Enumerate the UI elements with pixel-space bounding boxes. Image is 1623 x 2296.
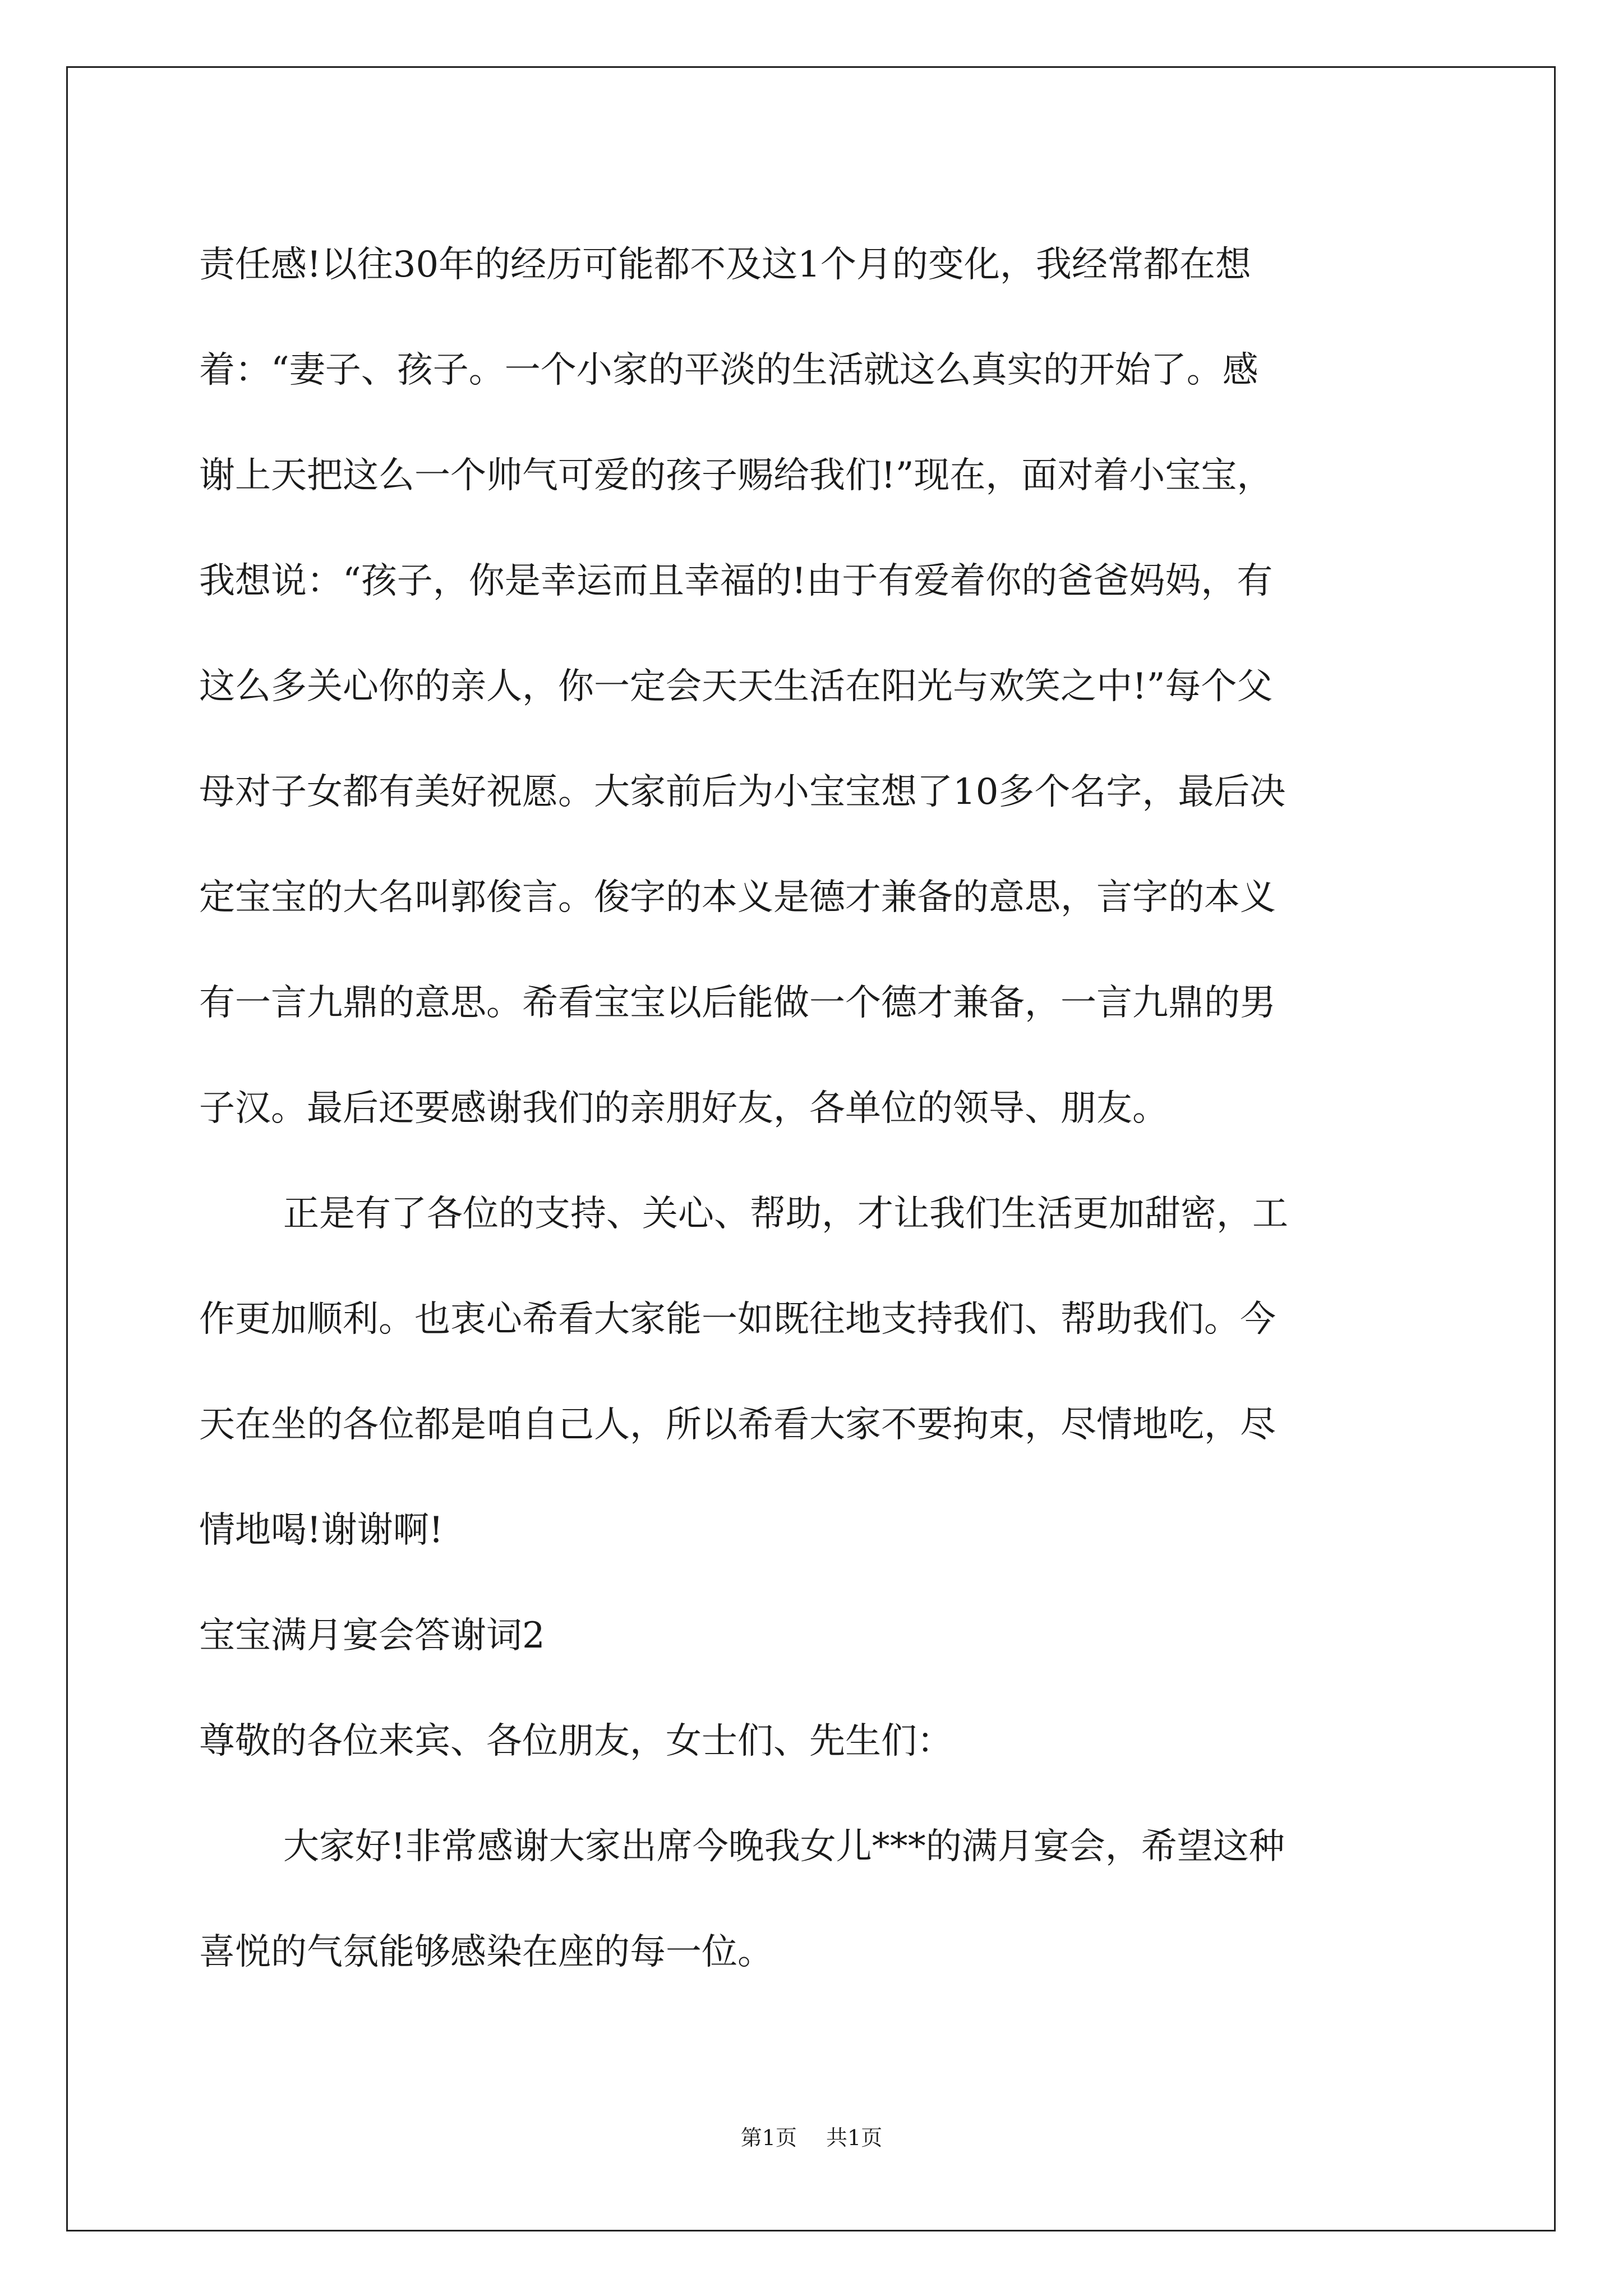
page-footer (0, 2120, 1623, 2151)
document-body (199, 212, 1433, 2005)
text-line: 子汉。最后还要感谢我们的亲朋好友，各单位的领导、朋友。 (199, 1088, 1168, 1129)
text-line: 有一言九鼎的意思。希看宝宝以后能做一个德才兼备，一言九鼎的男 (199, 982, 1276, 1024)
section-title: 宝宝满月宴会答谢词2 (199, 1615, 545, 1657)
text-line: 大家好!非常感谢大家出席今晚我女儿***的满月宴会，希望这种 (283, 1826, 1285, 1867)
text-line: 天在坐的各位都是咱自己人，所以希看大家不要拘束，尽情地吃，尽 (199, 1404, 1276, 1446)
text-line: 情地喝!谢谢啊! (199, 1510, 444, 1551)
text-line: 正是有了各位的支持、关心、帮助，才让我们生活更加甜密，工 (283, 1193, 1288, 1235)
page-number: 第1页 (740, 2125, 797, 2150)
paragraph-3 (199, 1794, 1433, 2005)
text-line: 作更加顺利。也衷心希看大家能一如既往地支持我们、帮助我们。今 (199, 1299, 1276, 1340)
text-line: 定宝宝的大名叫郭俊言。俊字的本义是德才兼备的意思，言字的本义 (199, 877, 1276, 918)
text-line: 谢上天把这么一个帅气可爱的孩子赐给我们!”现在，面对着小宝宝， (199, 455, 1273, 496)
text-line: 这么多关心你的亲人，你一定会天天生活在阳光与欢笑之中!”每个父 (199, 666, 1273, 707)
text-line: 母对子女都有美好祝愿。大家前后为小宝宝想了10多个名字，最后决 (199, 771, 1286, 813)
paragraph-2 (199, 1161, 1433, 1583)
page-total: 共1页 (826, 2125, 883, 2150)
text-line: 责任感!以往30年的经历可能都不及这1个月的变化，我经常都在想 (199, 244, 1251, 286)
text-line: 喜悦的气氛能够感染在座的每一位。 (199, 1931, 773, 1973)
text-line: 我想说：“孩子，你是幸运而且幸福的!由于有爱着你的爸爸妈妈，有 (199, 560, 1273, 602)
greeting: 尊敬的各位来宾、各位朋友，女士们、先生们： (199, 1720, 953, 1762)
text-line: 着：“妻子、孩子。一个小家的平淡的生活就这么真实的开始了。感 (199, 349, 1258, 391)
paragraph-1 (199, 212, 1433, 1161)
